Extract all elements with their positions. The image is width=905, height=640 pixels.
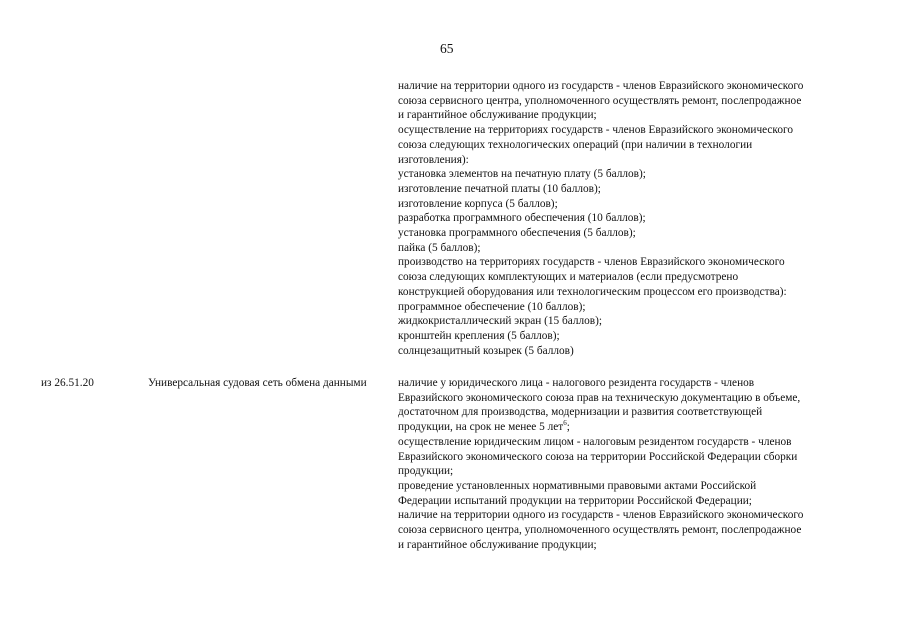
requirement-line: программное обеспечение (10 баллов);: [398, 300, 586, 313]
requirement-line: наличие у юридического лица - налогового резидента государств - членов: [398, 377, 755, 389]
requirement-line: союза следующих технологических операций (при наличии в технологии: [398, 138, 753, 151]
footnote-mark: 6: [563, 419, 567, 428]
requirement-line: проведение установленных нормативными правовыми актами Российской: [398, 479, 757, 492]
requirement-line: конструкцией оборудования или технологическим процессом его производства):: [398, 285, 787, 298]
requirement-line: союза следующих комплектующих и материалов (если предусмотрено: [398, 271, 739, 284]
requirement-line: Федерации испытаний продукции на территории Российской Федерации;: [398, 494, 752, 507]
requirement-line: пайка (5 баллов);: [398, 241, 481, 254]
requirement-line: Евразийского экономического союза на территории Российской Федерации сборки: [398, 450, 798, 463]
requirement-line: наличие на территории одного из государств - членов Евразийского экономического: [398, 80, 804, 92]
requirement-line: изготовления):: [398, 153, 469, 166]
requirement-line: и гарантийное обслуживание продукции;: [398, 109, 597, 122]
requirement-line: установка элементов на печатную плату (5 баллов);: [398, 168, 646, 181]
requirement-line-with-footnote: [398, 420, 873, 435]
requirement-line: осуществление на территориях государств - членов Евразийского экономического: [398, 124, 793, 137]
footnote-line-tail: ;: [566, 421, 570, 434]
requirement-line: жидкокристаллический экран (15 баллов);: [398, 315, 603, 328]
requirement-line: и гарантийное обслуживание продукции;: [398, 538, 597, 551]
requirement-line: изготовление печатной платы (10 баллов);: [398, 182, 601, 195]
requirements-block-top: [398, 79, 873, 358]
page-number: 65: [440, 41, 454, 56]
requirement-line: Евразийского экономического союза прав на техническую документацию в объеме,: [398, 391, 801, 404]
requirement-line: осуществление юридическим лицом - налоговым резидентом государств - членов: [398, 435, 792, 448]
product-code: из 26.51.20: [41, 377, 94, 389]
requirement-line: солнцезащитный козырек (5 баллов): [398, 344, 574, 357]
footnote-line-text: продукции, на срок не менее 5 лет: [398, 421, 564, 434]
requirement-line: установка программного обеспечения (5 баллов);: [398, 227, 636, 240]
requirement-line: изготовление корпуса (5 баллов);: [398, 197, 558, 210]
requirement-line: союза сервисного центра, уполномоченного осуществлять ремонт, послепродажное: [398, 524, 802, 537]
requirement-line: наличие на территории одного из государств - членов Евразийского экономического: [398, 509, 804, 522]
requirement-line: производство на территориях государств - членов Евразийского экономического: [398, 256, 785, 269]
requirement-line: союза сервисного центра, уполномоченного осуществлять ремонт, послепродажное: [398, 94, 802, 107]
requirement-line: достаточном для производства, модернизации и развития соответствующей: [398, 406, 763, 419]
product-name: Универсальная судовая сеть обмена данными: [148, 377, 367, 389]
requirement-line: кронштейн крепления (5 баллов);: [398, 329, 560, 342]
requirement-line: продукции;: [398, 465, 454, 478]
requirement-line: разработка программного обеспечения (10 баллов);: [398, 212, 646, 225]
requirements-block-bottom: [398, 376, 873, 552]
